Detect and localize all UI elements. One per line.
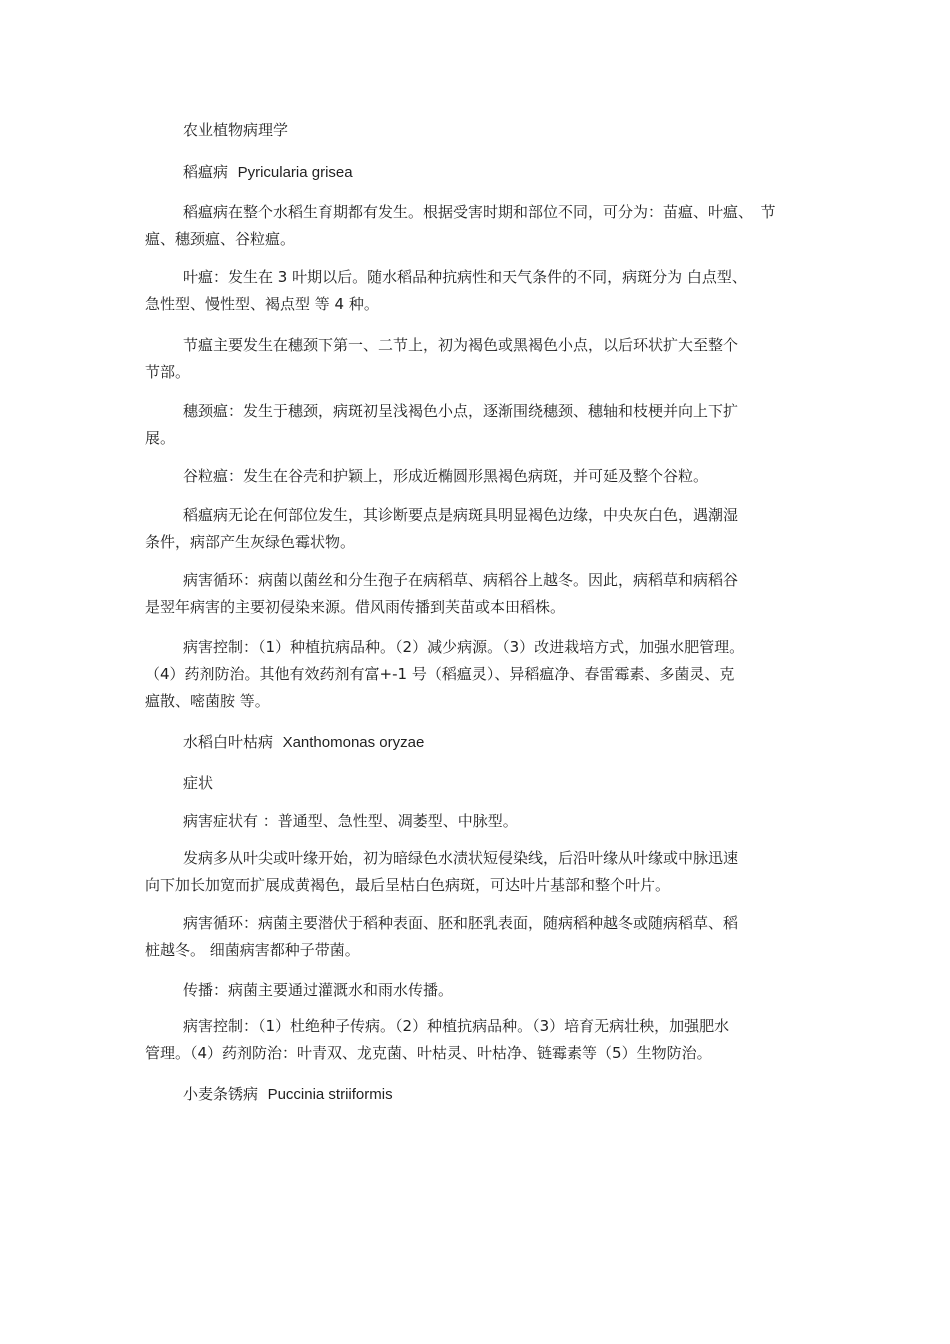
document-title: 农业植物病理学: [183, 121, 289, 139]
section-heading: [145, 729, 825, 756]
section-subheading: 症状: [183, 774, 214, 792]
paragraph: 节瘟主要发生在穗颈下第一、二节上，初为褐色或黑褐色小点，以后环状扩大至整个 节部。: [145, 336, 739, 381]
paragraph: 稻瘟病在整个水稻生育期都有发生。根据受害时期和部位不同，可分为：苗瘟、叶瘟、 节 瘟、穗颈瘟、谷粒瘟。: [145, 203, 776, 248]
paragraph: 病害循环：病菌主要潜伏于稻种表面、胚和胚乳表面，随病稻种越冬或随病稻草、稻 桩越冬。 细菌病害都种子带菌。: [145, 914, 739, 959]
paragraph: 传播：病菌主要通过灌溉水和雨水传播。: [183, 981, 454, 999]
paragraph: 穗颈瘟：发生于穗颈，病斑初呈浅褐色小点，逐渐围绕穗颈、穗轴和枝梗并向上下扩 展。: [145, 402, 739, 447]
paragraph: 病害症状有 ：普通型、急性型、凋萎型、中脉型。: [183, 812, 518, 830]
section-heading: [145, 159, 825, 186]
paragraph: 叶瘟：发生在 3 叶期以后。随水稻品种抗病性和天气条件的不同，病斑分为 白点型、 急性型、慢性型、褐点型 等 4 种。: [145, 268, 747, 313]
heading-latin: Pyricularia grisea: [237, 164, 353, 181]
paragraph: 病害控制：（1）杜绝种子传病。（2）种植抗病品种。（3）培育无病壮秧，加强肥水 管理。（4）药剂防治：叶青双、龙克菌、叶枯灵、叶枯净、链霉素等（5）生物防治。: [145, 1017, 730, 1062]
heading-latin: Xanthomonas oryzae: [282, 734, 425, 751]
heading-cn: 小麦条锈病: [183, 1085, 259, 1103]
heading-cn: 稻瘟病: [183, 163, 229, 181]
paragraph: 谷粒瘟：发生在谷壳和护颖上，形成近椭圆形黑褐色病斑，并可延及整个谷粒。: [183, 467, 709, 485]
paragraph: 病害控制：（1）种植抗病品种。（2）减少病源。（3）改进栽培方式，加强水肥管理。 （4）药剂防治。其他有效药剂有富+-1 号（稻瘟灵）、异稻瘟净、春雷霉素、多菌灵、克 瘟散、嘧菌胺 等。: [145, 638, 745, 710]
heading-latin: Puccinia striiformis: [267, 1086, 393, 1103]
paragraph: 发病多从叶尖或叶缘开始，初为暗绿色水渍状短侵染线，后沿叶缘从叶缘或中脉迅速 向下加长加宽而扩展成黄褐色，最后呈枯白色病斑，可达叶片基部和整个叶片。: [145, 849, 739, 894]
paragraph: 稻瘟病无论在何部位发生，其诊断要点是病斑具明显褐色边缘，中央灰白色，遇潮湿 条件，病部产生灰绿色霉状物。: [145, 506, 739, 551]
section-heading: [145, 1081, 825, 1108]
heading-cn: 水稻白叶枯病: [183, 733, 274, 751]
paragraph: 病害循环：病菌以菌丝和分生孢子在病稻草、病稻谷上越冬。因此，病稻草和病稻谷 是翌年病害的主要初侵染来源。借风雨传播到芙苗或本田稻株。: [145, 571, 739, 616]
